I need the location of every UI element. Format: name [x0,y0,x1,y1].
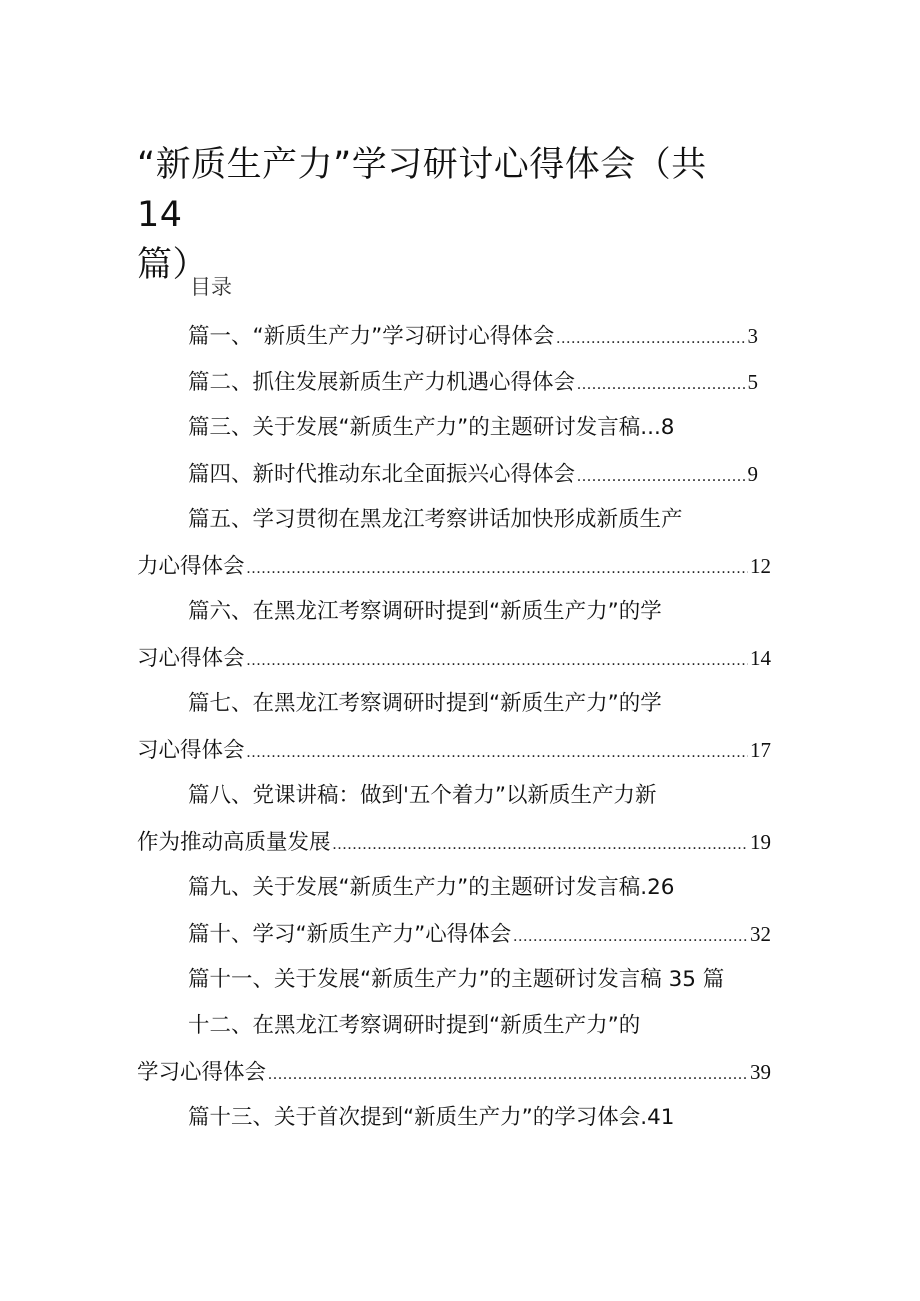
toc-entry-7-line-1[interactable] [188,688,768,720]
toc-entry-13-text: 篇十三、关于首次提到“新质生产力”的学习体会.41 [188,1105,675,1130]
toc-entry-5-text: 篇五、学习贯彻在黑龙江考察讲话加快形成新质生产 [188,507,683,532]
toc-leader [247,645,748,677]
toc-entry-4-page: 9 [747,462,758,486]
toc-entry-2-page: 5 [747,370,758,394]
toc-leader [247,553,748,585]
toc-entry-4-text: 篇四、新时代推动东北全面振兴心得体会 [188,462,576,487]
toc-entry-9-text: 篇九、关于发展“新质生产力”的主题研讨发言稿.26 [188,875,675,900]
toc-leader [268,1059,748,1091]
toc-entry-5-line-2[interactable] [137,550,771,585]
toc-entry-6-text-cont: 习心得体会 [137,646,245,671]
toc-entry-7-text: 篇七、在黑龙江考察调研时提到“新质生产力”的学 [188,691,662,716]
toc-entry-12-text: 十二、在黑龙江考察调研时提到“新质生产力”的 [188,1013,641,1038]
toc-leader [556,323,745,355]
toc-entry-6-text: 篇六、在黑龙江考察调研时提到“新质生产力”的学 [188,599,662,624]
toc-entry-6-line-2[interactable] [137,642,771,677]
toc-entry-11-text: 篇十一、关于发展“新质生产力”的主题研讨发言稿 35 篇 [188,967,725,992]
toc-entry-8-page: 19 [750,830,771,854]
toc-entry-12-text-cont: 学习心得体会 [137,1060,267,1085]
title-line-2: 篇） [137,245,209,285]
toc-entry-6-line-1[interactable] [188,596,768,628]
toc-leader [513,921,748,953]
toc-leader [577,369,745,401]
toc-entry-12-line-1[interactable] [188,1010,768,1042]
toc-entry-10[interactable] [188,918,771,953]
toc-heading: 目录 [190,275,232,299]
toc-leader [333,829,748,861]
toc-entry-1[interactable] [188,320,758,355]
toc-entry-2-text: 篇二、抓住发展新质生产力机遇心得体会 [188,370,576,395]
toc-entry-5-line-1[interactable] [188,504,768,536]
toc-entry-2[interactable] [188,366,758,401]
toc-entry-12-page: 39 [750,1060,771,1084]
toc-entry-6-page: 14 [750,646,771,670]
toc-entry-10-text: 篇十、学习“新质生产力”心得体会 [188,922,512,947]
toc-entry-7-text-cont: 习心得体会 [137,738,245,763]
toc-entry-1-page: 3 [747,324,758,348]
title-line-1: “新质生产力”学习研讨心得体会（共 14 [137,145,707,235]
toc-entry-4[interactable] [188,458,758,493]
toc-entry-10-page: 32 [750,922,771,946]
toc-entry-12-line-2[interactable] [137,1056,771,1091]
toc-entry-13[interactable] [188,1102,768,1134]
toc-leader [577,461,745,493]
toc-entry-8-line-2[interactable] [137,826,771,861]
toc-entry-3[interactable] [188,412,768,444]
toc-entry-7-line-2[interactable] [137,734,771,769]
toc-entry-5-text-cont: 力心得体会 [137,554,245,579]
toc-leader [247,737,748,769]
toc-entry-8-text-cont: 作为推动高质量发展 [137,830,331,855]
toc-entry-8-line-1[interactable] [188,780,768,812]
toc-entry-8-text: 篇八、党课讲稿：做到'五个着力”以新质生产力新 [188,783,657,808]
toc-entry-7-page: 17 [750,738,771,762]
toc-entry-11[interactable] [188,964,788,996]
toc-entry-1-text: 篇一、“新质生产力”学习研讨心得体会 [188,324,555,349]
toc-entry-9[interactable] [188,872,768,904]
toc-entry-3-text: 篇三、关于发展“新质生产力”的主题研讨发言稿...8 [188,415,675,440]
toc-entry-5-page: 12 [750,554,771,578]
